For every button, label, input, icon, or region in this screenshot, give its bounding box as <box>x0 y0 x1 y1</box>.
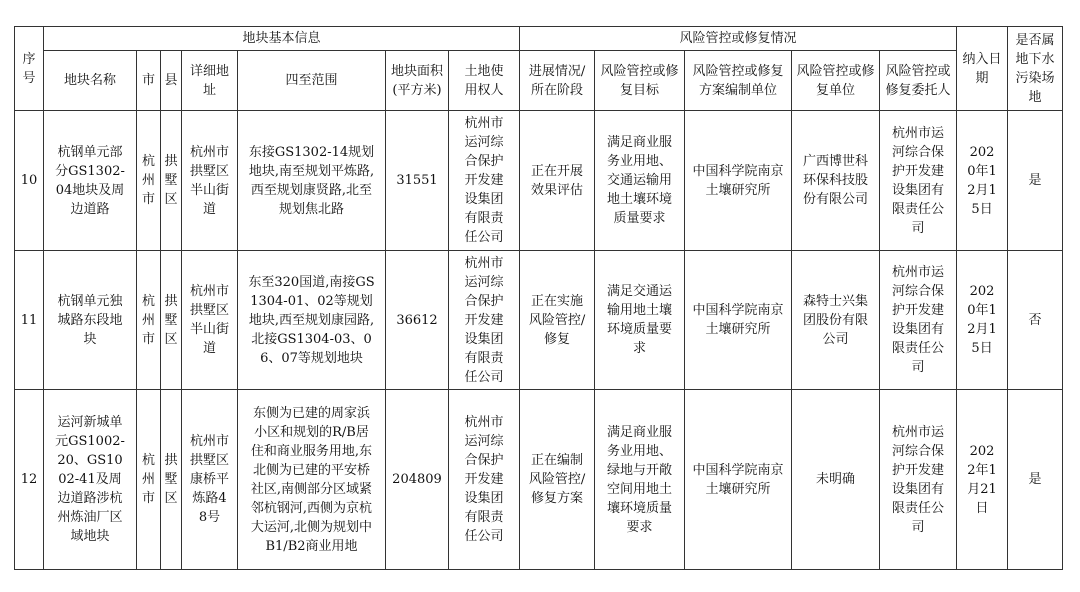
cell-groundwater: 是 <box>1008 390 1063 570</box>
cell-county: 拱墅区 <box>161 390 182 570</box>
header-site-name: 地块名称 <box>44 51 137 111</box>
cell-boundary: 东至320国道,南接GS1304-01、02等规划地块,西至规划康园路,北接GS1304-03、06、07等规划地块 <box>238 251 386 390</box>
cell-repair-unit: 未明确 <box>792 390 880 570</box>
cell-plan-unit: 中国科学院南京土壤研究所 <box>685 390 792 570</box>
cell-boundary: 东侧为已建的周家浜小区和规划的R/B居住和商业服务用地,东北侧为已建的平安桥社区,南侧部分区域紧邻杭钢河,西侧为京杭大运河,北侧为规划中B1/B2商业用地 <box>238 390 386 570</box>
cell-seq: 10 <box>15 111 44 251</box>
cell-land-owner: 杭州市运河综合保护开发建设集团有限责任公司 <box>449 251 520 390</box>
header-city: 市 <box>137 51 161 111</box>
cell-city: 杭州市 <box>137 111 161 251</box>
header-group-basic-info: 地块基本信息 <box>44 27 520 51</box>
cell-boundary: 东接GS1302-14规划地块,南至规划平炼路,西至规划康贤路,北至规划焦北路 <box>238 111 386 251</box>
header-boundary: 四至范围 <box>238 51 386 111</box>
cell-address: 杭州市拱墅区半山街道 <box>182 251 238 390</box>
cell-included-date: 2020年12月15日 <box>957 251 1008 390</box>
cell-plan-unit: 中国科学院南京土壤研究所 <box>685 251 792 390</box>
header-plan-unit: 风险管控或修复方案编制单位 <box>685 51 792 111</box>
header-client: 风险管控或修复委托人 <box>880 51 957 111</box>
cell-progress: 正在编制风险管控/修复方案 <box>520 390 595 570</box>
header-groundwater: 是否属地下水污染场地 <box>1008 27 1063 111</box>
cell-repair-unit: 广西博世科环保科技股份有限公司 <box>792 111 880 251</box>
cell-county: 拱墅区 <box>161 111 182 251</box>
header-target: 风险管控或修复目标 <box>595 51 685 111</box>
cell-county: 拱墅区 <box>161 251 182 390</box>
header-land-owner: 土地使用权人 <box>449 51 520 111</box>
cell-target: 满足商业服务业用地、交通运输用地土壤环境质量要求 <box>595 111 685 251</box>
header-area: 地块面积(平方米) <box>386 51 449 111</box>
cell-area: 36612 <box>386 251 449 390</box>
header-seq: 序号 <box>15 27 44 111</box>
cell-included-date: 2020年12月15日 <box>957 111 1008 251</box>
cell-seq: 11 <box>15 251 44 390</box>
cell-target: 满足商业服务业用地、绿地与开敞空间用地土壤环境质量要求 <box>595 390 685 570</box>
table-row <box>15 251 1063 390</box>
cell-client: 杭州市运河综合保护开发建设集团有限责任公司 <box>880 390 957 570</box>
cell-city: 杭州市 <box>137 251 161 390</box>
cell-seq: 12 <box>15 390 44 570</box>
contaminated-sites-table <box>14 26 1063 570</box>
header-county: 县 <box>161 51 182 111</box>
cell-included-date: 2022年1月21日 <box>957 390 1008 570</box>
cell-site-name: 杭钢单元部分GS1302-04地块及周边道路 <box>44 111 137 251</box>
cell-target: 满足交通运输用地土壤环境质量要求 <box>595 251 685 390</box>
table-row <box>15 111 1063 251</box>
cell-client: 杭州市运河综合保护开发建设集团有限责任公司 <box>880 111 957 251</box>
cell-land-owner: 杭州市运河综合保护开发建设集团有限责任公司 <box>449 111 520 251</box>
cell-progress: 正在实施风险管控/修复 <box>520 251 595 390</box>
cell-progress: 正在开展效果评估 <box>520 111 595 251</box>
header-address: 详细地址 <box>182 51 238 111</box>
cell-groundwater: 否 <box>1008 251 1063 390</box>
cell-city: 杭州市 <box>137 390 161 570</box>
cell-groundwater: 是 <box>1008 111 1063 251</box>
cell-plan-unit: 中国科学院南京土壤研究所 <box>685 111 792 251</box>
cell-client: 杭州市运河综合保护开发建设集团有限责任公司 <box>880 251 957 390</box>
header-progress: 进展情况/所在阶段 <box>520 51 595 111</box>
cell-site-name: 杭钢单元独城路东段地块 <box>44 251 137 390</box>
cell-address: 杭州市拱墅区康桥平炼路48号 <box>182 390 238 570</box>
table-row <box>15 390 1063 570</box>
cell-land-owner: 杭州市运河综合保护开发建设集团有限责任公司 <box>449 390 520 570</box>
header-repair-unit: 风险管控或修复单位 <box>792 51 880 111</box>
cell-site-name: 运河新城单元GS1002-20、GS1002-41及周边道路涉杭州炼油厂区域地块 <box>44 390 137 570</box>
cell-area: 31551 <box>386 111 449 251</box>
cell-address: 杭州市拱墅区半山街道 <box>182 111 238 251</box>
cell-repair-unit: 森特士兴集团股份有限公司 <box>792 251 880 390</box>
header-group-risk-control: 风险管控或修复情况 <box>520 27 957 51</box>
cell-area: 204809 <box>386 390 449 570</box>
header-included-date: 纳入日期 <box>957 27 1008 111</box>
